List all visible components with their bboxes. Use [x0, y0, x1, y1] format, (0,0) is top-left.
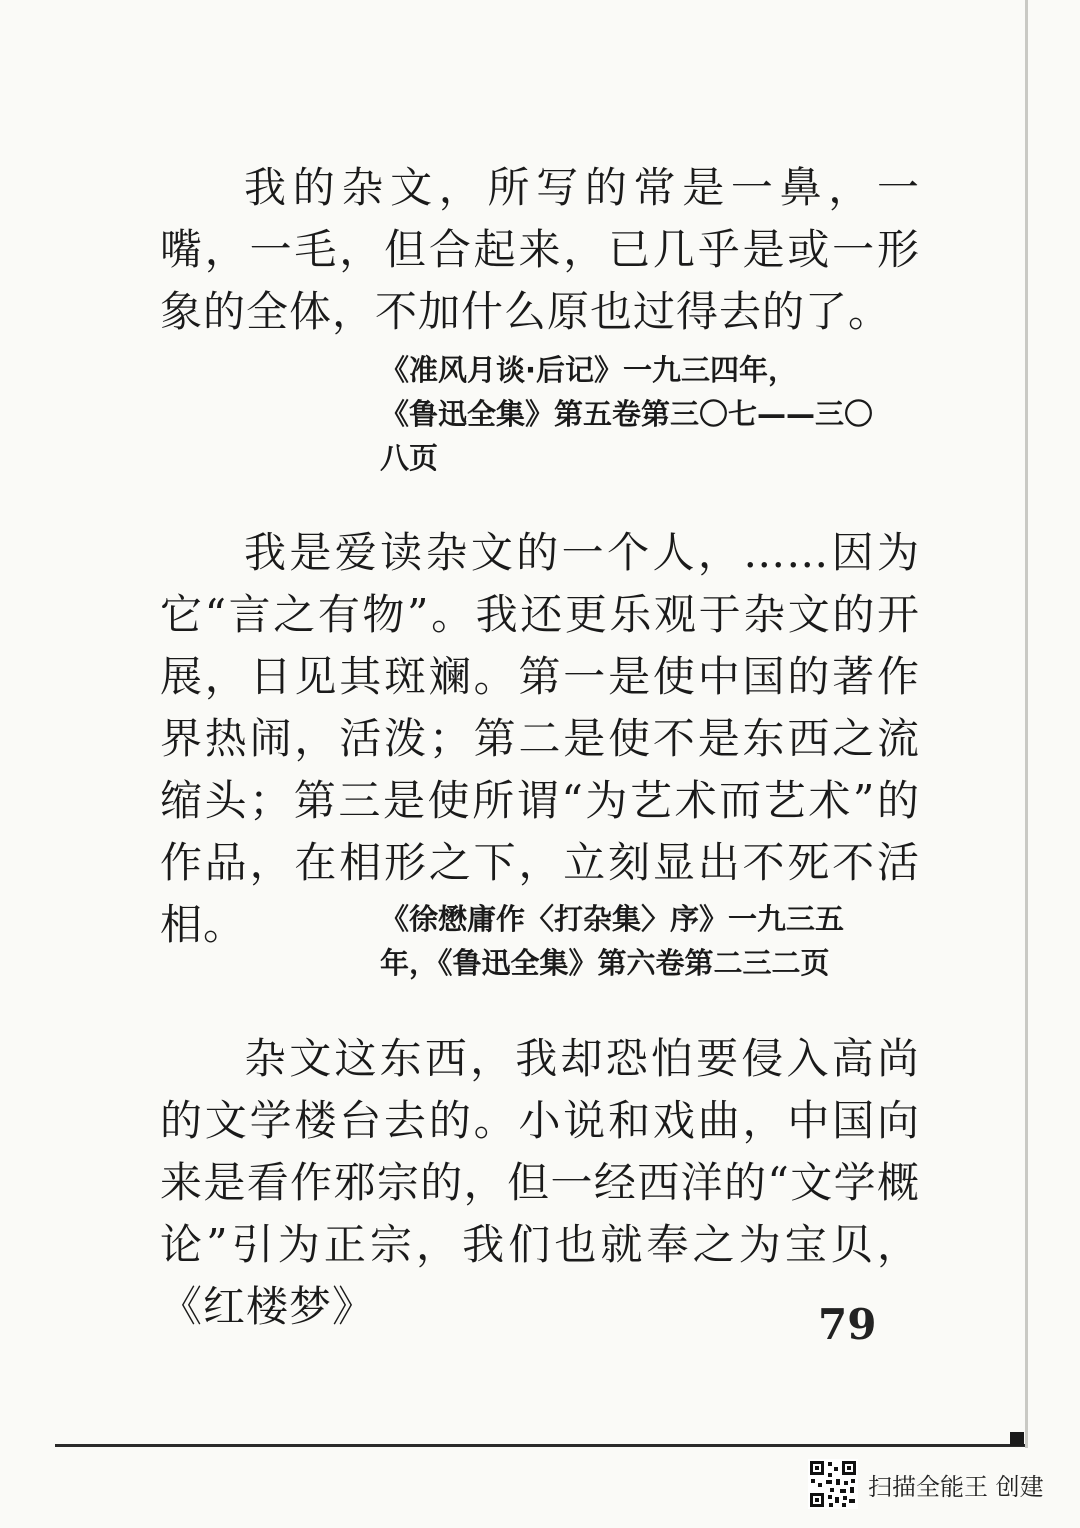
paragraph-1: 我的杂文，所写的常是一鼻，一嘴，一毛，但合起来，已几乎是或一形象的全体，不加什么原也过得去的了。	[160, 163, 920, 336]
page-number: 79	[818, 1300, 877, 1349]
paragraph-3: 杂文这东西，我却恐怕要侵入高尚的文学楼台去的。小说和戏曲，中国向来是看作邪宗的，但一经西洋的“文学概论”引为正宗，我们也就奉之为宝贝，《红楼梦》	[160, 1034, 920, 1331]
source-citation-2: 《徐懋庸作〈打杂集〉序》一九三五年，《鲁迅全集》第六卷第二三二页	[380, 902, 845, 980]
corner-mark	[1010, 1432, 1024, 1446]
paragraph-2: 我是爱读杂文的一个人，……因为它“言之有物”。我还更乐观于杂文的开展，日见其斑斓。第一是使中国的著作界热闹，活泼；第二是使不是东西之流缩头；第三是使所谓“为艺术而艺术”的作品，在相形之下，立刻显出不死不活相。	[160, 528, 920, 949]
source-citation-1: 《准风月谈·后记》一九三四年， 《鲁迅全集》第五卷第三〇七——三〇八页	[380, 353, 874, 475]
watermark-text: 扫描全能王 创建	[868, 1472, 1044, 1501]
page-edge-right	[1025, 0, 1028, 1448]
page-edge-bottom	[55, 1444, 1025, 1447]
qr-code-icon	[808, 1459, 858, 1509]
scanner-watermark	[808, 1458, 1044, 1510]
